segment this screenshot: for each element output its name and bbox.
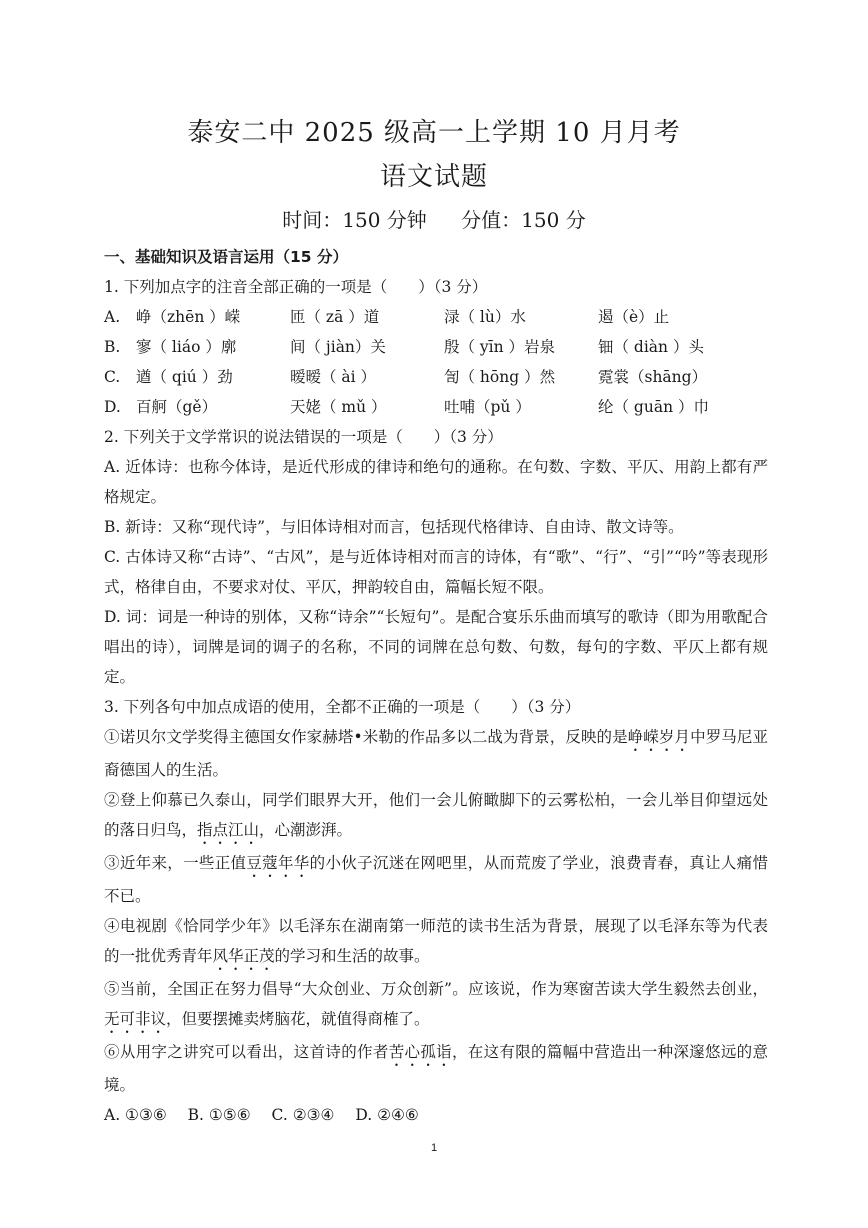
question-1-option-a xyxy=(104,302,768,332)
question-1-option-b xyxy=(104,332,768,362)
emphasized-idiom: 指点江山 xyxy=(197,821,260,839)
section-heading: 一、基础知识及语言运用（15 分） xyxy=(104,248,348,266)
page-number: 1 xyxy=(430,1142,438,1154)
question-2-option-c: C. 古体诗又称“古诗”、“古风”，是与近体诗相对而言的诗体，有“歌”、“行”、“引”“吟”等表现形式，格律自由，不要求对仗、平仄，押韵较自由，篇幅长短不限。 xyxy=(104,548,768,596)
sentence-text: ①诺贝尔文学奖得主德国女作家赫塔•米勒的作品多以二战为背景，反映的是 xyxy=(104,728,628,746)
question-3-sentence-6 xyxy=(104,1037,768,1100)
question-3-stem: 3. 下列各句中加点成语的使用，全都不正确的一项是（ ）（3 分） xyxy=(104,698,581,716)
option-item: 遏（è）止 xyxy=(598,308,670,326)
question-2-option-d: D. 词：词是一种诗的别体，又称“诗余”“长短句”。是配合宴乐乐曲而填写的歌诗（即为用歌配合唱出的诗），词牌是词的调子的名称，不同的词牌在总句数、句数，每句的字数、平仄上都有规定。 xyxy=(104,608,768,686)
answer-option-d: D. ②④⑥ xyxy=(355,1106,419,1124)
exam-content xyxy=(104,242,768,1130)
sentence-text: ，心潮澎湃。 xyxy=(259,821,353,839)
sentence-text: ③近年来，一些正值 xyxy=(104,854,247,872)
question-1-option-d xyxy=(104,392,768,422)
sentence-text: ⑤当前，全国正在努力倡导“大众创业、万众创新”。应该说，作为寒窗苦读大学生毅然去创业， xyxy=(104,980,768,998)
question-3-sentence-3 xyxy=(104,848,768,911)
exam-time: 时间：150 分钟 xyxy=(282,208,427,232)
sentence-text: ②登上仰慕已久泰山，同学们眼界大开，他们一会儿俯瞰脚下的云雾松柏，一会儿举目仰望远处的落日归鸟， xyxy=(104,791,768,839)
question-3-sentence-2 xyxy=(104,785,768,848)
answer-option-a: A. ①③⑥ xyxy=(104,1106,167,1124)
option-label: D. xyxy=(104,398,121,416)
option-label: C. xyxy=(104,368,121,386)
emphasized-idiom: 风华正茂 xyxy=(212,947,275,965)
option-item: 间（ jiàn）关 xyxy=(290,338,386,356)
exam-title: 泰安二中 2025 级高一上学期 10 月月考 xyxy=(187,118,681,148)
option-item: 天姥（ mǔ ） xyxy=(290,398,387,416)
option-item: 暧暧（ ài ） xyxy=(290,368,377,386)
emphasized-idiom: 无可非议 xyxy=(104,1010,167,1028)
option-item: 殷（ yīn ）岩泉 xyxy=(444,338,556,356)
question-3-sentence-1 xyxy=(104,722,768,785)
emphasized-idiom: 峥嵘岁月 xyxy=(627,728,691,746)
option-item: 吐哺（pǔ ） xyxy=(444,398,531,416)
exam-score: 分值：150 分 xyxy=(461,208,586,232)
option-item: 霓裳（shāng） xyxy=(598,368,708,386)
option-label: A. xyxy=(104,308,121,326)
sentence-text: 的学习和生活的故事。 xyxy=(274,947,430,965)
question-3-answers xyxy=(104,1100,768,1130)
sentence-text: 的小伙子沉迷在网吧里，从而荒废了学业，浪费青春，真让人痛惜不已。 xyxy=(104,854,768,905)
sentence-text: ，但要摆摊卖烤脑花，就值得商榷了。 xyxy=(166,1010,430,1028)
option-item: 纶（ guān ）巾 xyxy=(598,398,709,416)
option-item: 百舸（gě） xyxy=(136,398,218,416)
answer-option-b: B. ①⑤⑥ xyxy=(187,1106,251,1124)
question-2-option-b: B. 新诗：又称“现代诗”，与旧体诗相对而言，包括现代格律诗、自由诗、散文诗等。 xyxy=(104,518,684,536)
question-1-option-c xyxy=(104,362,768,392)
question-2-stem: 2. 下列关于文学常识的说法错误的一项是（ ）（3 分） xyxy=(104,428,503,446)
option-item: 匝（ zā ）道 xyxy=(290,308,380,326)
question-3-sentence-4 xyxy=(104,911,768,974)
question-1-stem: 1. 下列加点字的注音全部正确的一项是（ ）（3 分） xyxy=(104,278,488,296)
sentence-text: ④电视剧《恰同学少年》以毛泽东在湖南第一师范的读书生活为背景，展现了以毛泽东等为代表的一批优秀青年 xyxy=(104,917,768,965)
emphasized-idiom: 苦心孤诣 xyxy=(388,1043,452,1061)
option-item: 渌（ lù）水 xyxy=(444,308,526,326)
option-item: 遒（ qiú ）劲 xyxy=(136,368,233,386)
answer-option-c: C. ②③④ xyxy=(271,1106,335,1124)
sentence-text: ⑥从用字之讲究可以看出，这首诗的作者 xyxy=(104,1043,389,1061)
option-item: 峥（zhēn ）嵘 xyxy=(136,308,241,326)
option-item: 钿（ diàn ）头 xyxy=(598,338,704,356)
exam-subtitle: 语文试题 xyxy=(379,162,488,192)
option-item: 訇（ hōng ）然 xyxy=(444,368,556,386)
question-2-option-a: A. 近体诗：也称今体诗，是近代形成的律诗和绝句的通称。在句数、字数、平仄、用韵上都有严格规定。 xyxy=(104,458,768,506)
sentence-text: 中罗马尼亚裔德国人的生活。 xyxy=(104,728,768,779)
option-item: 寥（ liáo ）廓 xyxy=(136,338,237,356)
emphasized-idiom: 豆蔻年华 xyxy=(246,854,310,872)
exam-meta xyxy=(0,204,868,233)
option-label: B. xyxy=(104,338,121,356)
sentence-text: ，在这有限的篇幅中营造出一种深邃悠远的意境。 xyxy=(104,1043,768,1094)
question-3-sentence-5 xyxy=(104,974,768,1037)
